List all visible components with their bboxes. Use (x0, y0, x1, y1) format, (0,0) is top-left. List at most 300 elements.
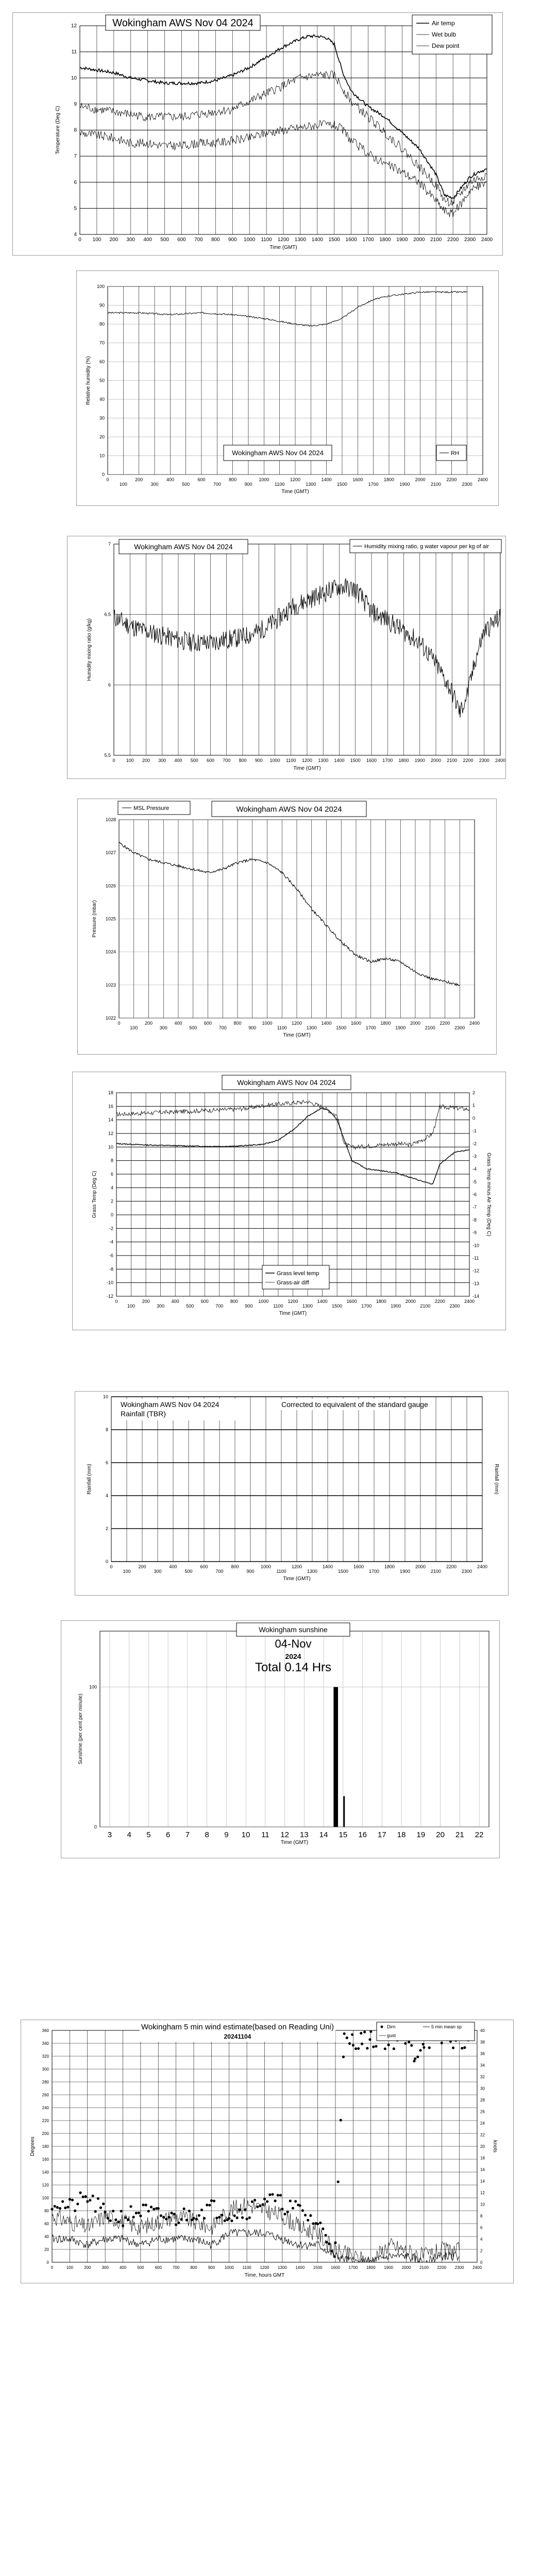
x-tick-label: 500 (189, 1025, 197, 1030)
legend-label: RH (451, 450, 459, 456)
y2-tick-label: 22 (480, 2132, 485, 2138)
y-tick-label: 260 (42, 2093, 49, 2097)
wind-direction-point (461, 2047, 463, 2049)
wind-chart (21, 2020, 513, 2283)
x-tick-label: 800 (190, 2265, 197, 2270)
y-tick-label: 5 (74, 206, 77, 212)
chart-total: Total 0.14 Hrs (255, 1660, 332, 1674)
y2-tick-label: 14 (480, 2179, 485, 2184)
x-tick-label: 1600 (331, 2265, 340, 2270)
wind-direction-point (299, 2204, 301, 2207)
x-tick-label: 300 (126, 237, 136, 243)
y-tick-label: 12 (71, 23, 77, 29)
x-tick-label: 2100 (425, 1025, 435, 1030)
wind-direction-point (61, 2200, 64, 2203)
x-tick-label: 500 (137, 2265, 144, 2270)
x-tick-label: 1900 (384, 2265, 394, 2270)
y-tick-label: 300 (42, 2067, 49, 2072)
y-tick-label: 200 (42, 2131, 49, 2136)
wind-direction-point (150, 2206, 153, 2208)
x-tick-label: 6 (165, 1831, 171, 1839)
wind-direction-point (218, 2216, 221, 2218)
y2-tick-label: -14 (472, 1294, 480, 1299)
x-tick-label: 1700 (365, 1025, 376, 1030)
wind-direction-point (66, 2206, 69, 2208)
x-tick-label: 0 (117, 1021, 121, 1026)
wind-direction-point (50, 2208, 53, 2210)
x-tick-label: 18 (397, 1831, 406, 1839)
x-tick-label: 600 (177, 237, 186, 243)
x-tick-label: 1600 (350, 1021, 362, 1026)
x-tick-label: 2300 (461, 1569, 472, 1574)
y-tick-label: -10 (106, 1280, 113, 1285)
x-tick-label: 1800 (379, 237, 391, 243)
x-tick-label: 2300 (464, 237, 476, 243)
x-tick-label: 900 (208, 2265, 215, 2270)
wind-direction-point (363, 2031, 366, 2033)
y-tick-label: 5.5 (104, 753, 111, 758)
y-tick-label: 60 (44, 2222, 49, 2226)
wind-direction-point (328, 2243, 330, 2245)
x-tick-label: 100 (127, 1303, 136, 1309)
chart-subtitle: 20241104 (224, 2033, 251, 2040)
x-tick-label: 2200 (446, 477, 457, 482)
wind-direction-point (266, 2200, 268, 2203)
y-tick-label: 2 (110, 1198, 113, 1204)
x-tick-label: 400 (119, 2265, 127, 2270)
y-tick-label: 20 (99, 434, 105, 439)
x-tick-label: 1000 (224, 2265, 234, 2270)
x-tick-label: 200 (142, 758, 150, 763)
x-tick-label: 0 (78, 237, 81, 243)
y-tick-label: 10 (108, 1144, 113, 1150)
y-tick-label: 1026 (105, 883, 116, 889)
y2-tick-label: 38 (480, 2040, 485, 2045)
sunshine-chart (61, 1621, 499, 1858)
y2-tick-label: -3 (472, 1154, 477, 1159)
y-tick-label: -6 (109, 1253, 113, 1258)
wind-direction-point (89, 2199, 91, 2201)
x-tick-label: 2400 (464, 1299, 475, 1304)
y2-tick-label: -13 (472, 1281, 480, 1286)
x-tick-label: 1900 (396, 237, 408, 243)
y-axis-label: Pressure (mbar) (92, 900, 97, 938)
x-tick-label: 800 (229, 477, 237, 482)
x-tick-label: 1200 (288, 1299, 298, 1304)
x-tick-label: 0 (50, 2265, 54, 2270)
y2-tick-label: -10 (472, 1243, 480, 1248)
wind-direction-point (64, 2207, 66, 2209)
wind-direction-point (99, 2207, 102, 2209)
wind-direction-point (97, 2197, 99, 2200)
x-tick-label: 300 (150, 482, 159, 487)
x-tick-label: 1100 (274, 482, 285, 487)
y2-tick-label: 34 (480, 2063, 485, 2068)
wind-direction-point (160, 2214, 162, 2217)
x-tick-label: 2000 (405, 1299, 416, 1304)
y-tick-label: 60 (99, 359, 105, 364)
series-line-rh (108, 292, 467, 327)
pressure-chart-panel (77, 799, 497, 1055)
wind-direction-point (86, 2200, 89, 2203)
y-tick-label: 4 (74, 232, 77, 238)
wind-direction-point (84, 2195, 87, 2198)
y2-tick-label: 40 (480, 2028, 485, 2033)
x-tick-label: 1100 (277, 1025, 287, 1030)
x-tick-label: 2300 (479, 758, 489, 763)
x-tick-label: 1000 (260, 1564, 272, 1569)
chart-title: Wokingham AWS Nov 04 2024 (232, 449, 324, 457)
x-tick-label: 1400 (321, 1021, 332, 1026)
x-tick-label: 1100 (261, 237, 272, 243)
x-tick-label: 600 (200, 1299, 209, 1304)
y-tick-label: 9 (74, 101, 77, 107)
x-tick-label: 800 (231, 1564, 239, 1569)
y-tick-label: 11 (71, 49, 77, 55)
chart-title: Wokingham 5 min wind estimate(based on Reading Uni) (141, 2023, 334, 2031)
x-tick-label: 2400 (472, 2265, 482, 2270)
wind-direction-point (114, 2218, 117, 2221)
wind-direction-point (304, 2214, 307, 2216)
x-tick-label: 1400 (311, 237, 323, 243)
wind-direction-point (132, 2216, 135, 2218)
x-tick-label: 9 (224, 1831, 229, 1839)
x-tick-label: 1800 (384, 1564, 395, 1569)
x-tick-label: 1600 (353, 1564, 364, 1569)
y-tick-label: 12 (108, 1131, 113, 1136)
y-tick-label: 1023 (105, 982, 116, 988)
wind-direction-point (348, 2042, 351, 2045)
chart-year: 2024 (285, 1652, 301, 1660)
wind-direction-point (59, 2207, 61, 2210)
y-tick-label: 16 (108, 1104, 113, 1109)
wind-direction-point (393, 2047, 395, 2050)
wind-direction-point (139, 2214, 142, 2217)
y-tick-label: 6.5 (104, 612, 111, 617)
wind-chart-panel (21, 2020, 514, 2283)
x-tick-label: 300 (102, 2265, 109, 2270)
chart-title: Wokingham AWS Nov 04 2024 (121, 1400, 219, 1409)
x-tick-label: 1700 (382, 758, 393, 763)
x-tick-label: 1500 (337, 1569, 349, 1574)
wind-direction-point (112, 2210, 114, 2212)
x-tick-label: 2000 (415, 1564, 426, 1569)
y-tick-label: -2 (109, 1226, 113, 1231)
y-tick-label: 6 (74, 179, 77, 185)
y-tick-label: 30 (99, 415, 105, 421)
y-tick-label: 40 (99, 397, 105, 402)
y-tick-label: 100 (42, 2196, 49, 2200)
wind-direction-point (253, 2199, 256, 2201)
y-tick-label: 0 (105, 1559, 108, 1564)
y-tick-label: 4 (110, 1185, 113, 1191)
x-tick-label: 1400 (317, 1299, 328, 1304)
wind-direction-point (233, 2214, 236, 2217)
x-tick-label: 1000 (258, 1299, 269, 1304)
wind-direction-point (246, 2217, 248, 2220)
x-tick-label: 600 (204, 1021, 212, 1026)
wind-direction-point (292, 2207, 294, 2210)
x-tick-label: 200 (135, 477, 143, 482)
wind-direction-point (279, 2194, 282, 2196)
x-tick-label: 2100 (419, 2265, 429, 2270)
wind-direction-point (153, 2208, 155, 2210)
wind-direction-point (369, 2030, 372, 2033)
x-tick-label: 2000 (401, 2265, 411, 2270)
x-tick-label: 1600 (346, 1299, 357, 1304)
x-tick-label: 2300 (454, 2265, 464, 2270)
y-axis-label: Sunshine (per cent per minute) (78, 1693, 83, 1765)
x-tick-label: 100 (123, 1569, 131, 1574)
wind-direction-point (325, 2234, 327, 2236)
humidity-chart (77, 271, 498, 505)
wind-direction-point (175, 2224, 177, 2226)
x-tick-label: 1700 (362, 237, 374, 243)
chart-title: Wokingham sunshine (259, 1625, 328, 1634)
x-tick-label: 2200 (439, 1021, 450, 1026)
rainfall-chart (75, 1392, 508, 1595)
x-tick-label: 1100 (273, 1303, 283, 1309)
wind-direction-point (76, 2202, 79, 2205)
x-tick-label: 22 (475, 1831, 484, 1839)
x-tick-label: 21 (455, 1831, 464, 1839)
x-tick-label: 900 (244, 482, 252, 487)
legend-label: 5 min mean sp (431, 2024, 462, 2029)
wind-direction-point (281, 2208, 283, 2210)
y2-tick-label: 12 (480, 2191, 485, 2195)
legend-label: Wet bulb (432, 31, 457, 38)
y2-tick-label: -4 (472, 1166, 477, 1172)
x-tick-label: 1400 (334, 758, 345, 763)
x-tick-label: 1200 (291, 1021, 302, 1026)
wind-direction-point (102, 2202, 105, 2205)
y-tick-label: -12 (106, 1294, 113, 1299)
x-tick-label: 1000 (244, 237, 256, 243)
legend-label: MSL Pressure (133, 805, 170, 811)
y-tick-label: 7 (108, 541, 111, 547)
x-tick-label: 2100 (430, 237, 442, 243)
wind-direction-point (309, 2214, 312, 2217)
x-tick-label: 2200 (434, 1299, 445, 1304)
x-tick-label: 19 (416, 1831, 426, 1839)
y-tick-label: -4 (109, 1239, 113, 1245)
x-tick-label: 2400 (477, 1564, 488, 1569)
x-tick-label: 2300 (449, 1303, 460, 1309)
y-axis-label: Rainfall (mm) (87, 1464, 92, 1495)
legend-label: Humidity mixing ratio, g water vapour per kg of air (364, 544, 489, 550)
y-tick-label: 20 (44, 2247, 49, 2252)
y-tick-label: 6 (108, 682, 111, 688)
x-tick-label: 600 (197, 477, 206, 482)
x-tick-label: 20 (436, 1831, 445, 1839)
wind-direction-point (361, 2043, 363, 2045)
x-tick-label: 2100 (430, 1569, 442, 1574)
y2-tick-label: -9 (472, 1230, 477, 1235)
y-tick-label: 240 (42, 2106, 49, 2110)
wind-direction-point (352, 2044, 354, 2046)
y-tick-label: 70 (99, 340, 105, 346)
y-tick-label: 7 (74, 154, 77, 160)
x-tick-label: 2400 (495, 758, 505, 763)
wind-direction-point (120, 2210, 123, 2212)
y2-tick-label: 20 (480, 2144, 485, 2149)
x-tick-label: 8 (205, 1831, 209, 1839)
x-tick-label: 2100 (430, 482, 442, 487)
x-tick-label: 1900 (399, 482, 410, 487)
y2-tick-label: 4 (480, 2237, 483, 2242)
x-tick-label: 4 (127, 1831, 131, 1839)
wind-direction-point (109, 2219, 112, 2222)
x-tick-label: 2400 (469, 1021, 480, 1026)
chart-title: Wokingham AWS Nov 04 2024 (237, 1078, 336, 1087)
wind-direction-point (215, 2217, 218, 2219)
x-axis-label: Time (GMT) (269, 245, 297, 250)
wind-direction-point (82, 2195, 84, 2198)
x-tick-label: 0 (106, 477, 109, 482)
wind-direction-point (375, 2045, 378, 2047)
wind-direction-point (463, 2046, 466, 2049)
y2-tick-label: 2 (472, 1090, 476, 1095)
x-tick-label: 1200 (301, 758, 313, 763)
wind-direction-point (277, 2194, 279, 2196)
y-tick-label: 1022 (105, 1015, 116, 1021)
legend-label: Grass level temp (277, 1270, 319, 1277)
x-tick-label: 12 (280, 1831, 289, 1839)
y-tick-label: 0 (110, 1212, 113, 1217)
x-tick-label: 3 (107, 1831, 112, 1839)
x-tick-label: 700 (223, 758, 231, 763)
wind-direction-point (69, 2198, 71, 2200)
x-tick-label: 700 (194, 237, 203, 243)
pressure-chart (78, 799, 496, 1054)
x-tick-label: 1800 (380, 1021, 391, 1026)
x-tick-label: 2100 (447, 758, 458, 763)
wind-direction-point (147, 2210, 150, 2212)
x-tick-label: 1300 (307, 1569, 318, 1574)
wind-direction-point (79, 2192, 81, 2194)
x-tick-label: 700 (215, 1569, 224, 1574)
x-tick-label: 500 (186, 1303, 194, 1309)
y2-tick-label: 18 (480, 2156, 485, 2161)
x-axis-label: Time (GMT) (283, 1032, 311, 1038)
y2-tick-label: 2 (480, 2248, 483, 2253)
y-tick-label: 10 (103, 1394, 108, 1399)
y-tick-label: 320 (42, 2054, 49, 2059)
x-tick-label: 7 (185, 1831, 190, 1839)
wind-direction-point (198, 2214, 200, 2217)
wind-direction-point (183, 2208, 185, 2210)
y-axis-label: Grass Temp (Deg C) (92, 1171, 97, 1218)
wind-direction-point (343, 2032, 346, 2035)
wind-direction-point (360, 2032, 362, 2035)
sunshine-bar (343, 1796, 345, 1827)
x-tick-label: 100 (119, 482, 127, 487)
x-tick-label: 2400 (477, 477, 488, 482)
y-tick-label: 140 (42, 2170, 49, 2175)
y2-tick-label: 8 (480, 2214, 483, 2218)
x-tick-label: 400 (143, 237, 153, 243)
wind-direction-point (408, 2041, 410, 2043)
wind-direction-point (200, 2209, 203, 2211)
wind-direction-point (142, 2204, 144, 2206)
y2-tick-label: 6 (480, 2225, 483, 2230)
wind-direction-point (316, 2223, 319, 2225)
legend-swatch (381, 2026, 383, 2028)
x-tick-label: 1900 (391, 1303, 401, 1309)
wind-direction-point (342, 2056, 345, 2058)
y-tick-label: 0 (94, 1824, 97, 1829)
y-tick-label: 8 (105, 1427, 108, 1432)
y-tick-label: 100 (96, 284, 105, 289)
x-tick-label: 600 (206, 758, 215, 763)
wind-direction-point (301, 2209, 304, 2212)
x-tick-label: 500 (160, 237, 169, 243)
wind-direction-point (236, 2216, 239, 2219)
wind-direction-point (422, 2046, 425, 2049)
x-tick-label: 400 (166, 477, 174, 482)
x-tick-label: 500 (190, 758, 198, 763)
wind-direction-point (325, 2241, 328, 2244)
y-tick-label: 6 (110, 1172, 113, 1177)
wind-direction-point (177, 2222, 180, 2224)
x-tick-label: 300 (157, 1303, 165, 1309)
y2-axis-label: Grass Temp minus Air Temp (Deg C) (486, 1153, 492, 1236)
x-tick-label: 100 (130, 1025, 138, 1030)
x-tick-label: 300 (159, 1025, 167, 1030)
legend-label: gust (387, 2033, 396, 2038)
y-tick-label: 1025 (105, 916, 116, 922)
x-tick-label: 1200 (290, 477, 301, 482)
x-tick-label: 1200 (291, 1564, 302, 1569)
y-tick-label: 280 (42, 2080, 49, 2084)
wind-direction-point (274, 2199, 277, 2202)
x-tick-label: 5 (146, 1831, 151, 1839)
x-tick-label: 2300 (454, 1025, 465, 1030)
y-tick-label: 1027 (105, 850, 116, 856)
x-axis-label: Time (GMT) (280, 1840, 309, 1845)
x-tick-label: 1800 (383, 477, 395, 482)
x-tick-label: 800 (233, 1021, 242, 1026)
chart-title: Wokingham AWS Nov 04 2024 (134, 542, 233, 551)
y-tick-label: 8 (110, 1158, 113, 1163)
x-tick-label: 1900 (399, 1569, 411, 1574)
y-tick-label: 10 (99, 453, 105, 459)
x-tick-label: 300 (158, 758, 166, 763)
x-tick-label: 700 (215, 1303, 224, 1309)
temperature-chart-panel (12, 12, 503, 256)
x-tick-label: 900 (246, 1569, 255, 1574)
x-tick-label: 1600 (345, 237, 357, 243)
wind-direction-point (384, 2047, 386, 2050)
x-tick-label: 1800 (366, 2265, 376, 2270)
y-tick-label: 6 (105, 1460, 108, 1465)
x-tick-label: 14 (319, 1831, 328, 1839)
y-axis-label: Degrees (30, 2137, 36, 2156)
x-tick-label: 17 (378, 1831, 386, 1839)
y-tick-label: 90 (99, 302, 105, 308)
wind-direction-point (307, 2219, 309, 2222)
wind-direction-point (410, 2044, 413, 2047)
y-tick-label: 80 (44, 2209, 49, 2213)
y-axis-label: Relative humidity (%) (86, 356, 91, 405)
legend-label: Dirn (387, 2024, 396, 2029)
x-tick-label: 1700 (368, 482, 379, 487)
chart-subtitle: Rainfall (TBR) (121, 1410, 166, 1418)
x-tick-label: 1600 (352, 477, 363, 482)
wind-direction-point (346, 2037, 348, 2039)
wind-direction-point (224, 2219, 226, 2222)
x-tick-label: 1000 (259, 477, 269, 482)
